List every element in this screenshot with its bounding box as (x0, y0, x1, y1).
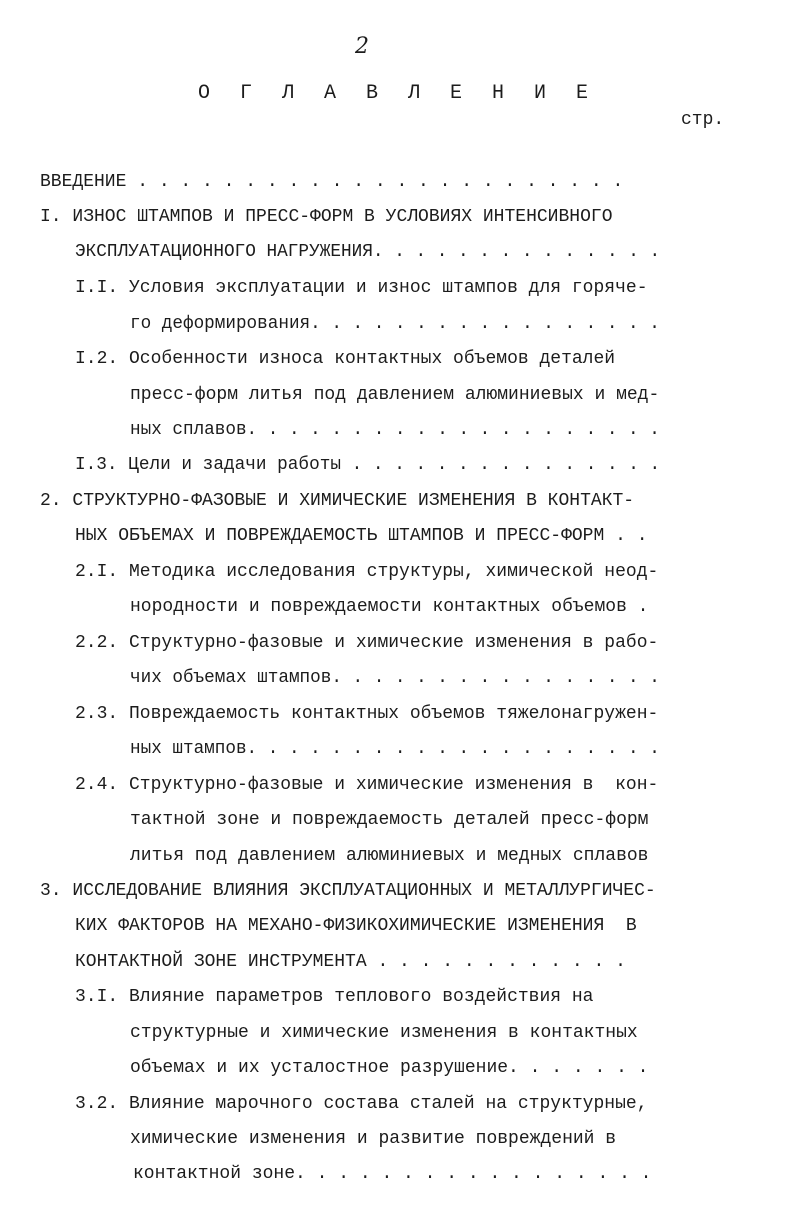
toc-entry-text: 2.4. Структурно-фазовые и химические изменения в кон- (75, 775, 659, 795)
toc-entry-text: ных сплавов. . . . . . . . . . . . . . . . . . . . (130, 420, 660, 440)
page-number: 2 (355, 34, 369, 59)
toc-entry-text: I.2. Особенности износа контактных объемов деталей (75, 349, 616, 369)
toc-entry-text: структурные и химические изменения в контактных (130, 1023, 638, 1043)
toc-entry-text: пресс-форм литья под давлением алюминиевых и мед- (130, 385, 660, 405)
toc-entry-text: чих объемах штампов. . . . . . . . . . . . . . . . (130, 668, 660, 688)
toc-entry-text: 3.I. Влияние параметров теплового воздействия на (75, 987, 594, 1007)
toc-entry-text: I.3. Цели и задачи работы . . . . . . . . . . . . . . . (75, 455, 661, 475)
toc-entry-text: нородности и повреждаемости контактных объемов . (130, 597, 649, 617)
toc-entry-text: КИХ ФАКТОРОВ НА МЕХАНО-ФИЗИКОХИМИЧЕСКИЕ ИЗМЕНЕНИЯ В (75, 916, 637, 936)
toc-entry-text: ВВЕДЕНИЕ . . . . . . . . . . . . . . . . . . . . . . . (40, 172, 624, 192)
toc-entry-text: химические изменения и развитие повреждений в (130, 1129, 617, 1149)
page-column-label: стр. (681, 110, 725, 130)
toc-entry (0, 143, 624, 192)
page-title: О Г Л А В Л Е Н И Е (197, 82, 598, 105)
toc-entry-text: ЭКСПЛУАТАЦИОННОГО НАГРУЖЕНИЯ. . . . . . . . . . . . . . (75, 242, 661, 262)
toc-entry-text: I. ИЗНОС ШТАМПОВ И ПРЕСС-ФОРМ В УСЛОВИЯХ ИНТЕНСИВНОГО (40, 207, 613, 227)
toc-entry-text: 2.I. Методика исследования структуры, химической неод- (75, 562, 659, 582)
toc-entry-text: тактной зоне и повреждаемость деталей пресс-форм (130, 810, 649, 830)
toc-entry-text: 2. СТРУКТУРНО-ФАЗОВЫЕ И ХИМИЧЕСКИЕ ИЗМЕНЕНИЯ В КОНТАКТ- (40, 491, 635, 511)
toc-entry-text: 2.3. Повреждаемость контактных объемов тяжелонагружен- (75, 704, 659, 724)
toc-entry-text: КОНТАКТНОЙ ЗОНЕ ИНСТРУМЕНТА . . . . . . . . . . . . (75, 952, 626, 972)
toc-entry-text: ных штампов. . . . . . . . . . . . . . . . . . . . (130, 739, 660, 759)
toc-entry-text: 2.2. Структурно-фазовые и химические изменения в рабо- (75, 633, 659, 653)
toc-entry-text: го деформирования. . . . . . . . . . . . . . . . . (130, 314, 660, 334)
toc-entry-text: 3. ИССЛЕДОВАНИЕ ВЛИЯНИЯ ЭКСПЛУАТАЦИОННЫХ И МЕТАЛЛУРГИЧЕС- (40, 881, 656, 901)
toc-entry-text: литья под давлением алюминиевых и медных сплавов (130, 846, 649, 866)
toc-entry-text: I.I. Условия эксплуатации и износ штампов для горяче- (75, 278, 648, 298)
toc-entry-text: НЫХ ОБЪЕМАХ И ПОВРЕЖДАЕМОСТЬ ШТАМПОВ И ПРЕСС-ФОРМ . . (75, 526, 648, 546)
toc-entry-text: объемах и их усталостное разрушение. . . . . . . (130, 1058, 649, 1078)
toc-entry-text: контактной зоне. . . . . . . . . . . . . . . . . (133, 1164, 652, 1184)
toc-entry-text: 3.2. Влияние марочного состава сталей на структурные, (75, 1094, 648, 1114)
